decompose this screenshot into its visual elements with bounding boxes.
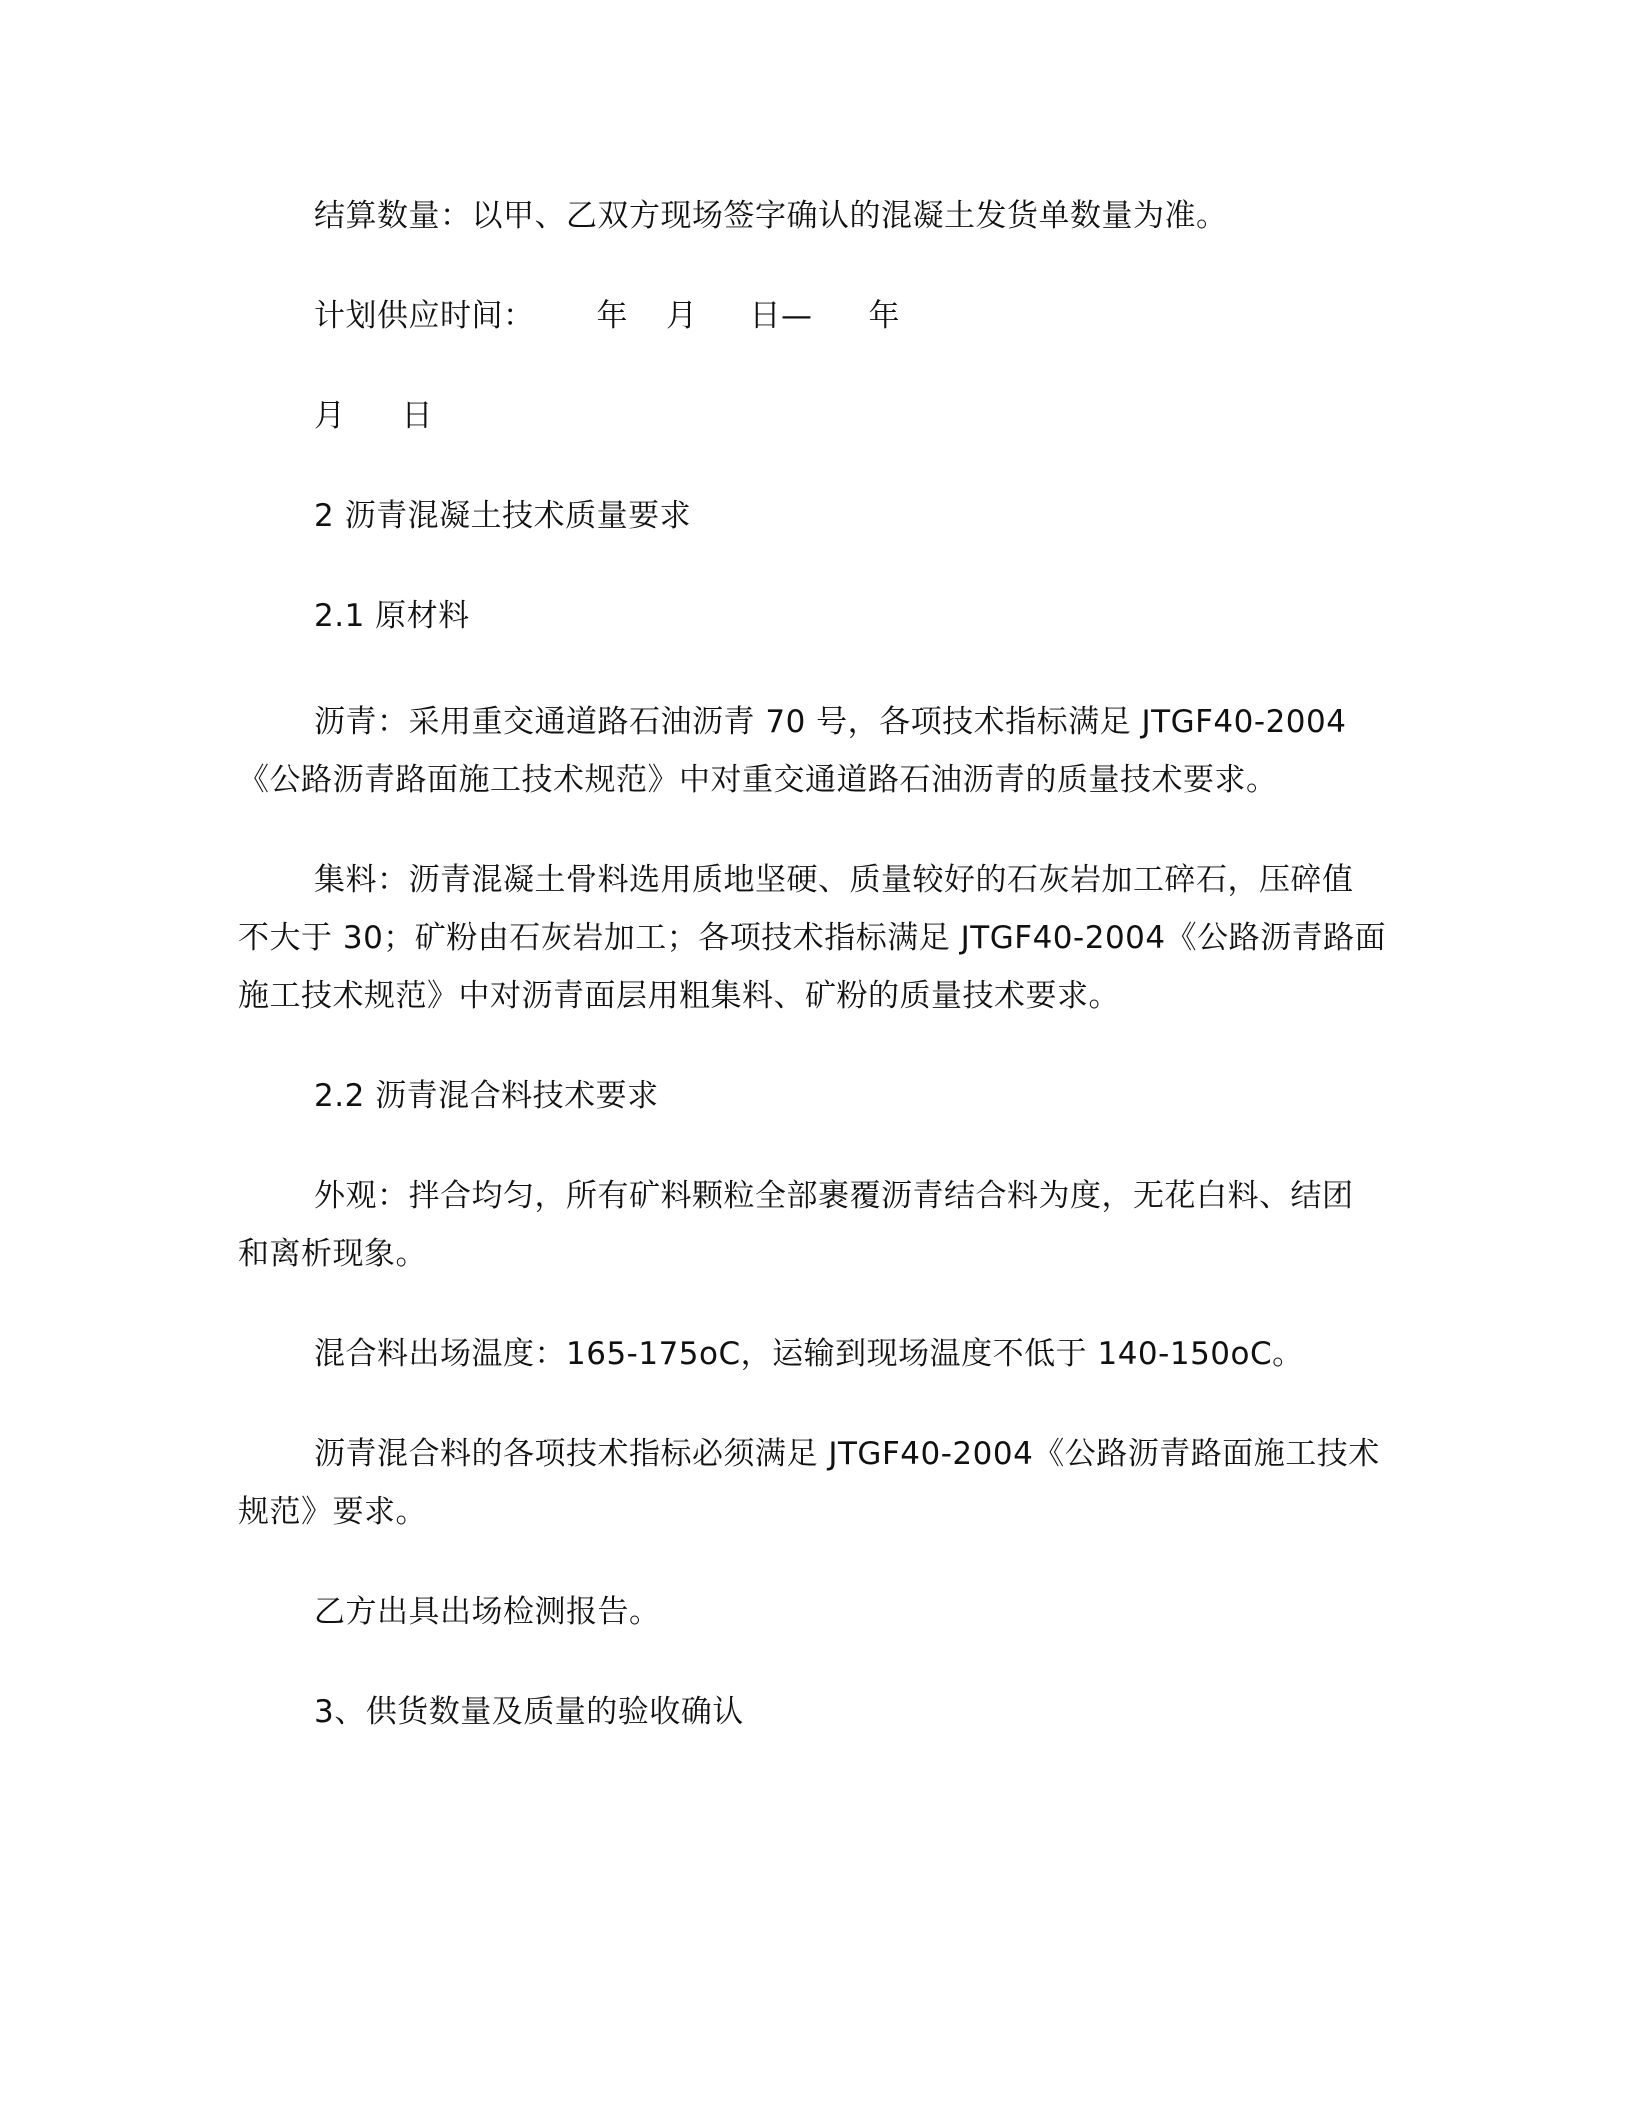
- schedule-month-end: 月: [314, 398, 346, 434]
- section-2-heading: 2 沥青混凝土技术质量要求: [314, 498, 692, 534]
- schedule-month-start: 月: [666, 298, 698, 334]
- schedule-year-start: 年: [596, 298, 628, 334]
- spec-paragraph-line-1: 沥青混合料的各项技术指标必须满足 JTGF40-2004《公路沥青路面施工技术: [314, 1436, 1380, 1472]
- asphalt-paragraph-line-2: 《公路沥青路面施工技术规范》中对重交通道路石油沥青的质量技术要求。: [238, 762, 1278, 798]
- appearance-paragraph-line-1: 外观：拌合均匀，所有矿料颗粒全部裹覆沥青结合料为度，无花白料、结团: [314, 1178, 1354, 1214]
- schedule-label: 计划供应时间：: [314, 298, 535, 334]
- section-2-1-heading: 2.1 原材料: [314, 598, 470, 634]
- asphalt-paragraph-line-1: 沥青：采用重交通道路石油沥青 70 号，各项技术指标满足 JTGF40-2004: [314, 704, 1347, 740]
- schedule-line: [314, 296, 900, 336]
- section-3-heading: 3、供货数量及质量的验收确认: [314, 1694, 744, 1730]
- aggregate-paragraph-line-1: 集料：沥青混凝土骨料选用质地坚硬、质量较好的石灰岩加工碎石，压碎值: [314, 862, 1354, 898]
- report-paragraph: 乙方出具出场检测报告。: [314, 1594, 661, 1630]
- aggregate-paragraph-line-3: 施工技术规范》中对沥青面层用粗集料、矿粉的质量技术要求。: [238, 978, 1120, 1014]
- schedule-day-start: 日—: [749, 298, 813, 334]
- schedule-day-end: 日: [401, 398, 433, 434]
- schedule-line-continued: [314, 396, 433, 436]
- settlement-paragraph: 结算数量：以甲、乙双方现场签字确认的混凝土发货单数量为准。: [314, 198, 1228, 234]
- schedule-year-end: 年: [868, 298, 900, 334]
- aggregate-paragraph-line-2: 不大于 30；矿粉由石灰岩加工；各项技术指标满足 JTGF40-2004《公路沥青路面: [238, 920, 1387, 956]
- appearance-paragraph-line-2: 和离析现象。: [238, 1236, 427, 1272]
- temperature-paragraph: 混合料出场温度：165-175oC，运输到现场温度不低于 140-150oC。: [314, 1336, 1304, 1372]
- spec-paragraph-line-2: 规范》要求。: [238, 1494, 427, 1530]
- section-2-2-heading: 2.2 沥青混合料技术要求: [314, 1078, 659, 1114]
